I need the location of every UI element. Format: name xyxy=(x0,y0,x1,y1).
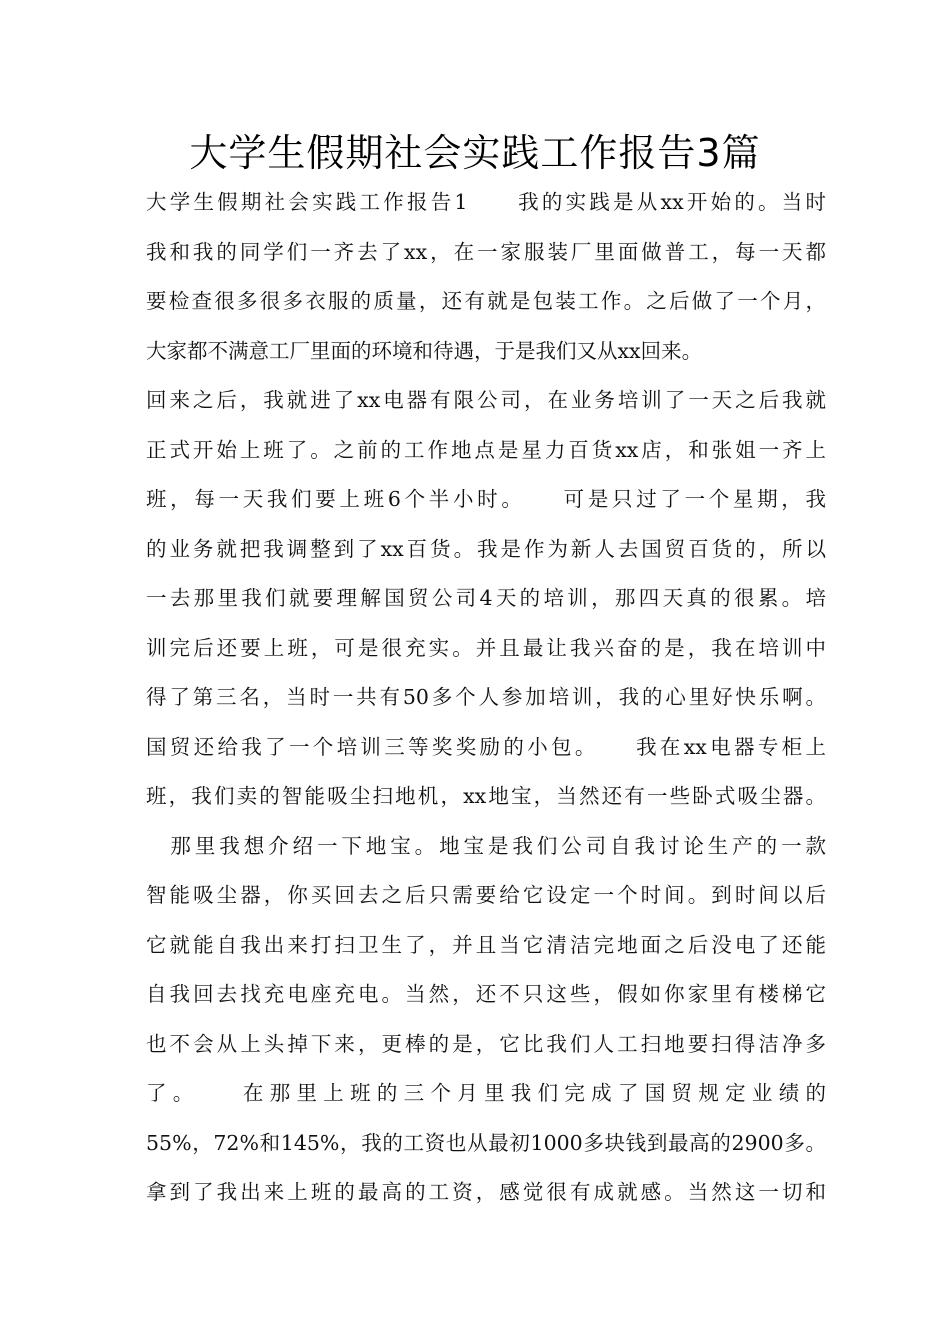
body-line: 我和我的同学们一齐去了xx，在一家服装厂里面做普工，每一天都 xyxy=(146,239,826,264)
body-line: 得了第三名，当时一共有50多个人参加培训，我的心里好快乐啊。 xyxy=(146,685,826,709)
document-title: 大学生假期社会实践工作报告3篇 xyxy=(189,131,761,175)
body-line: 它就能自我出来打扫卫生了，并且当它清洁完地面之后没电了还能 xyxy=(146,932,826,957)
body-line: 也不会从上头掉下来，更棒的是，它比我们人工扫地要扫得洁净多 xyxy=(146,1031,826,1056)
body-line: 大学生假期社会实践工作报告1 我的实践是从xx开始的。当时 xyxy=(146,190,826,214)
body-line: 拿到了我出来上班的最高的工资，感觉很有成就感。当然这一切和 xyxy=(146,1180,826,1204)
body-line: 一去那里我们就要理解国贸公司4天的培训，那四天真的很累。培 xyxy=(146,586,826,610)
body-line: 那里我想介绍一下地宝。地宝是我们公司自我讨论生产的一款 xyxy=(146,833,826,858)
body-line: 的业务就把我调整到了xx百货。我是作为新人去国贸百货的，所以 xyxy=(146,536,826,561)
document-body xyxy=(146,178,826,1218)
body-line: 大家都不满意工厂里面的环境和待遇，于是我们又从xx回来。 xyxy=(146,338,703,363)
body-line: 回来之后，我就进了xx电器有限公司，在业务培训了一天之后我就 xyxy=(146,388,826,412)
body-line: 智能吸尘器，你买回去之后只需要给它设定一个时间。到时间以后 xyxy=(146,883,826,907)
body-line: 班，每一天我们要上班6个半小时。 可是只过了一个星期，我 xyxy=(146,487,826,511)
body-line: 正式开始上班了。之前的工作地点是星力百货xx店，和张姐一齐上 xyxy=(146,437,826,462)
body-line: 国贸还给我了一个培训三等奖奖励的小包。 我在xx电器专柜上 xyxy=(146,734,826,759)
body-line: 了。 在那里上班的三个月里我们完成了国贸规定业绩的 xyxy=(146,1081,826,1105)
body-line: 班，我们卖的智能吸尘扫地机，xx地宝，当然还有一些卧式吸尘器。 xyxy=(146,784,826,808)
body-line: 要检查很多很多衣服的质量，还有就是包装工作。之后做了一个月， xyxy=(146,289,826,313)
body-line: 自我回去找充电座充电。当然，还不只这些，假如你家里有楼梯它 xyxy=(146,982,826,1006)
body-line: 55%，72%和145%，我的工资也从最初1000多块钱到最高的2900多。 xyxy=(146,1130,826,1155)
body-line: 训完后还要上班，可是很充实。并且最让我兴奋的是，我在培训中 xyxy=(146,635,826,660)
